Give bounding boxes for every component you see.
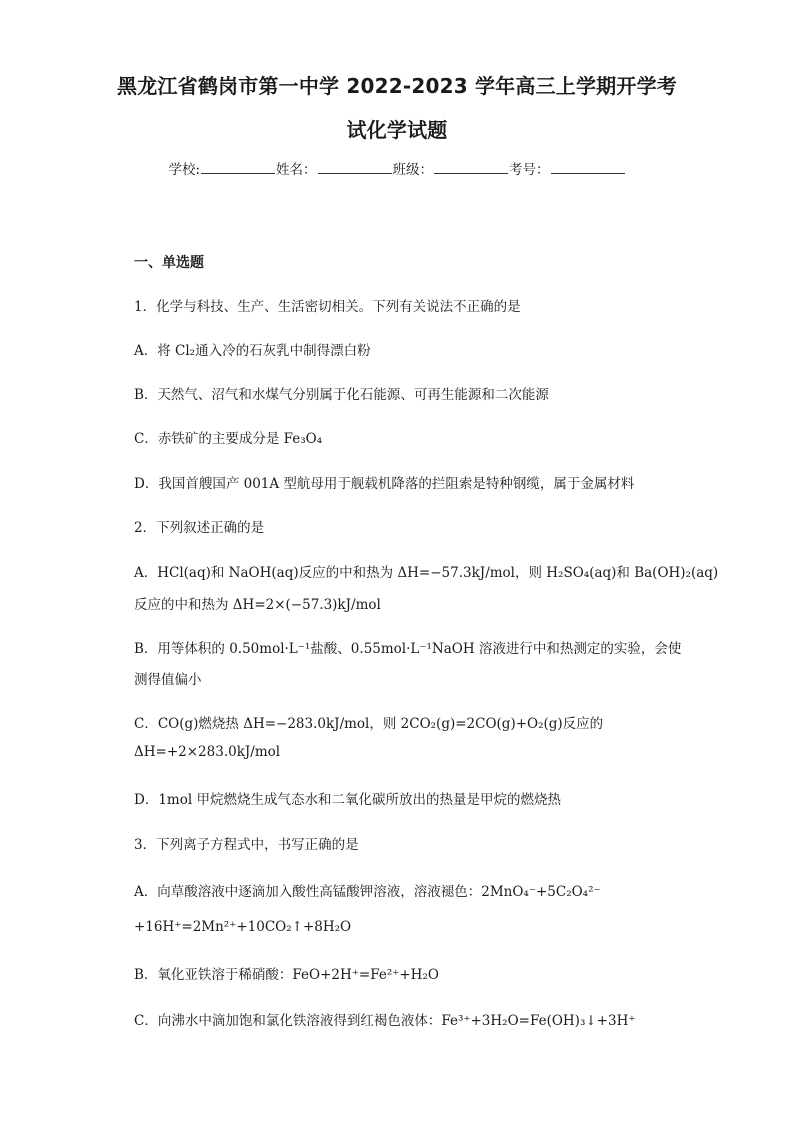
q1-option-b: B．天然气、沼气和水煤气分别属于化石能源、可再生能源和二次能源 bbox=[134, 387, 549, 403]
class-label: 班级： bbox=[392, 162, 434, 178]
q2-option-a-line2: 反应的中和热为 ΔH=2×(−57.3)kJ/mol bbox=[134, 597, 381, 613]
student-info-row bbox=[0, 158, 794, 178]
q3-option-a-line2: +16H⁺=2Mn²⁺+10CO₂↑+8H₂O bbox=[134, 919, 352, 935]
section-title: 一、单选题 bbox=[134, 255, 204, 271]
school-blank bbox=[201, 160, 275, 174]
q2-option-b-line2: 测得值偏小 bbox=[134, 672, 202, 688]
q3-stem: 3．下列离子方程式中，书写正确的是 bbox=[134, 837, 359, 853]
q2-option-c-line1: C．CO(g)燃烧热 ΔH=−283.0kJ/mol，则 2CO₂(g)=2CO(g)+O₂(g)反应的 bbox=[134, 716, 604, 732]
q3-option-a-line1: A．向草酸溶液中逐滴加入酸性高锰酸钾溶液，溶液褪色：2MnO₄⁻+5C₂O₄²⁻ bbox=[134, 884, 601, 900]
q3-option-c: C．向沸水中滴加饱和氯化铁溶液得到红褐色液体：Fe³⁺+3H₂O=Fe(OH)₃↓+3H⁺ bbox=[134, 1013, 636, 1029]
q2-option-a-line1: A．HCl(aq)和 NaOH(aq)反应的中和热为 ΔH=−57.3kJ/mol，则 H₂SO₄(aq)和 Ba(OH)₂(aq) bbox=[134, 565, 719, 581]
class-blank bbox=[434, 160, 508, 174]
school-label: 学校: bbox=[168, 162, 201, 178]
q2-option-d: D．1mol 甲烷燃烧生成气态水和二氧化碳所放出的热量是甲烷的燃烧热 bbox=[134, 792, 561, 808]
q2-option-b-line1: B．用等体积的 0.50mol·L⁻¹盐酸、0.55mol·L⁻¹NaOH 溶液进行中和热测定的实验，会使 bbox=[134, 641, 682, 657]
q1-option-d: D．我国首艘国产 001A 型航母用于舰载机降落的拦阻索是特种钢缆，属于金属材料 bbox=[134, 476, 635, 492]
q2-option-c-line2: ΔH=+2×283.0kJ/mol bbox=[134, 744, 281, 760]
q2-stem: 2．下列叙述正确的是 bbox=[134, 520, 265, 536]
exam-title-line1: 黑龙江省鹤岗市第一中学 2022-2023 学年高三上学期开学考 bbox=[117, 74, 677, 98]
exam-number-label: 考号： bbox=[509, 162, 550, 178]
exam-title-line2: 试化学试题 bbox=[346, 118, 448, 142]
q1-option-c: C．赤铁矿的主要成分是 Fe₃O₄ bbox=[134, 431, 323, 447]
exam-number-blank bbox=[551, 160, 625, 174]
q3-option-b: B．氧化亚铁溶于稀硝酸：FeO+2H⁺=Fe²⁺+H₂O bbox=[134, 967, 439, 983]
name-blank bbox=[318, 160, 392, 174]
name-label: 姓名： bbox=[276, 162, 317, 178]
q1-option-a: A．将 Cl₂通入冷的石灰乳中制得漂白粉 bbox=[134, 343, 371, 359]
q1-stem: 1．化学与科技、生产、生活密切相关。下列有关说法不正确的是 bbox=[134, 299, 521, 315]
